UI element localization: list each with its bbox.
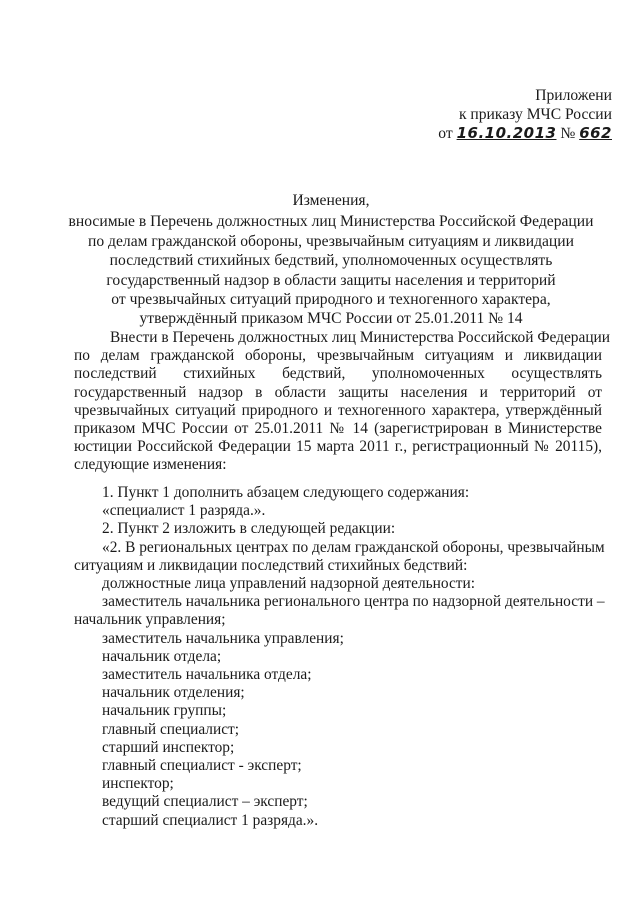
title-line: от чрезвычайных ситуаций природного и техногенного характера, — [111, 291, 551, 309]
intro-paragraph — [74, 329, 611, 475]
intro-line: приказом МЧС России от 25.01.2011 № 14 (зарегистрирован в Министерстве — [74, 420, 602, 438]
intro-line: чрезвычайных ситуаций природного и техногенного характера, утверждённый — [74, 401, 602, 419]
date-prefix: от — [438, 125, 453, 142]
position-item: ведущий специалист – эксперт; — [102, 793, 308, 811]
change-item-2-text: ситуациям и ликвидации последствий стихийных бедствий: — [74, 556, 468, 574]
appendix-header — [392, 86, 612, 143]
appendix-order-ref: к приказу МЧС России — [458, 106, 612, 123]
position-item: главный специалист - эксперт; — [102, 757, 302, 775]
appendix-date-line — [392, 124, 612, 143]
intro-line: государственный надзор в области защиты населения и территорий от — [74, 383, 602, 401]
title-heading: Изменения, — [292, 192, 370, 209]
title-line: последствий стихийных бедствий, уполномоченных осуществлять — [109, 252, 553, 270]
intro-line: Внести в Перечень должностных лиц Министерства Российской Федерации — [110, 329, 611, 346]
change-item-1: 1. Пункт 1 дополнить абзацем следующего содержания: — [102, 484, 470, 501]
title-line: государственный надзор в области защиты населения и территорий — [106, 271, 556, 289]
change-item-2-text: «2. В региональных центрах по делам гражданской обороны, чрезвычайным — [102, 538, 605, 556]
appendix-title: Приложени — [535, 87, 612, 104]
changes-list — [74, 484, 604, 830]
number-prefix: № — [560, 125, 576, 142]
position-item: главный специалист; — [102, 720, 240, 738]
position-item: начальник отделения; — [102, 684, 245, 702]
title-line: утверждённый приказом МЧС России от 25.01.2011 № 14 — [139, 310, 523, 328]
officials-heading: должностные лица управлений надзорной деятельности: — [102, 575, 476, 593]
intro-line: следующие изменения: — [74, 456, 227, 474]
position-item: начальник группы; — [102, 702, 227, 720]
intro-line: юстиции Российской Федерации 15 марта 2011 г., регистрационный № 20115), — [74, 438, 602, 456]
position-item: старший специалист 1 разряда.». — [102, 811, 319, 829]
intro-line: по делам гражданской обороны, чрезвычайным ситуациям и ликвидации — [74, 347, 602, 365]
document-title — [60, 191, 602, 329]
position-item: заместитель начальника регионального центра по надзорной деятельности – — [102, 593, 605, 611]
change-item-2: 2. Пункт 2 изложить в следующей редакции: — [102, 520, 396, 538]
position-item: заместитель начальника управления; — [102, 629, 344, 647]
change-item-1-text: «специалист 1 разряда.». — [102, 502, 266, 520]
position-item: начальник отдела; — [102, 647, 222, 665]
position-item: заместитель начальника отдела; — [102, 666, 312, 684]
position-item: старший инспектор; — [102, 738, 235, 756]
position-item: начальник управления; — [74, 611, 226, 629]
handwritten-date: 16.10.2013 — [456, 124, 557, 142]
position-item: инспектор; — [102, 775, 174, 793]
handwritten-number: 662 — [579, 124, 612, 142]
intro-line: последствий стихийных бедствий, уполномоченных осуществлять — [74, 365, 602, 383]
title-line: вносимые в Перечень должностных лиц Министерства Российской Федерации — [68, 213, 594, 231]
title-line: по делам гражданской обороны, чрезвычайным ситуациям и ликвидации — [88, 232, 574, 250]
